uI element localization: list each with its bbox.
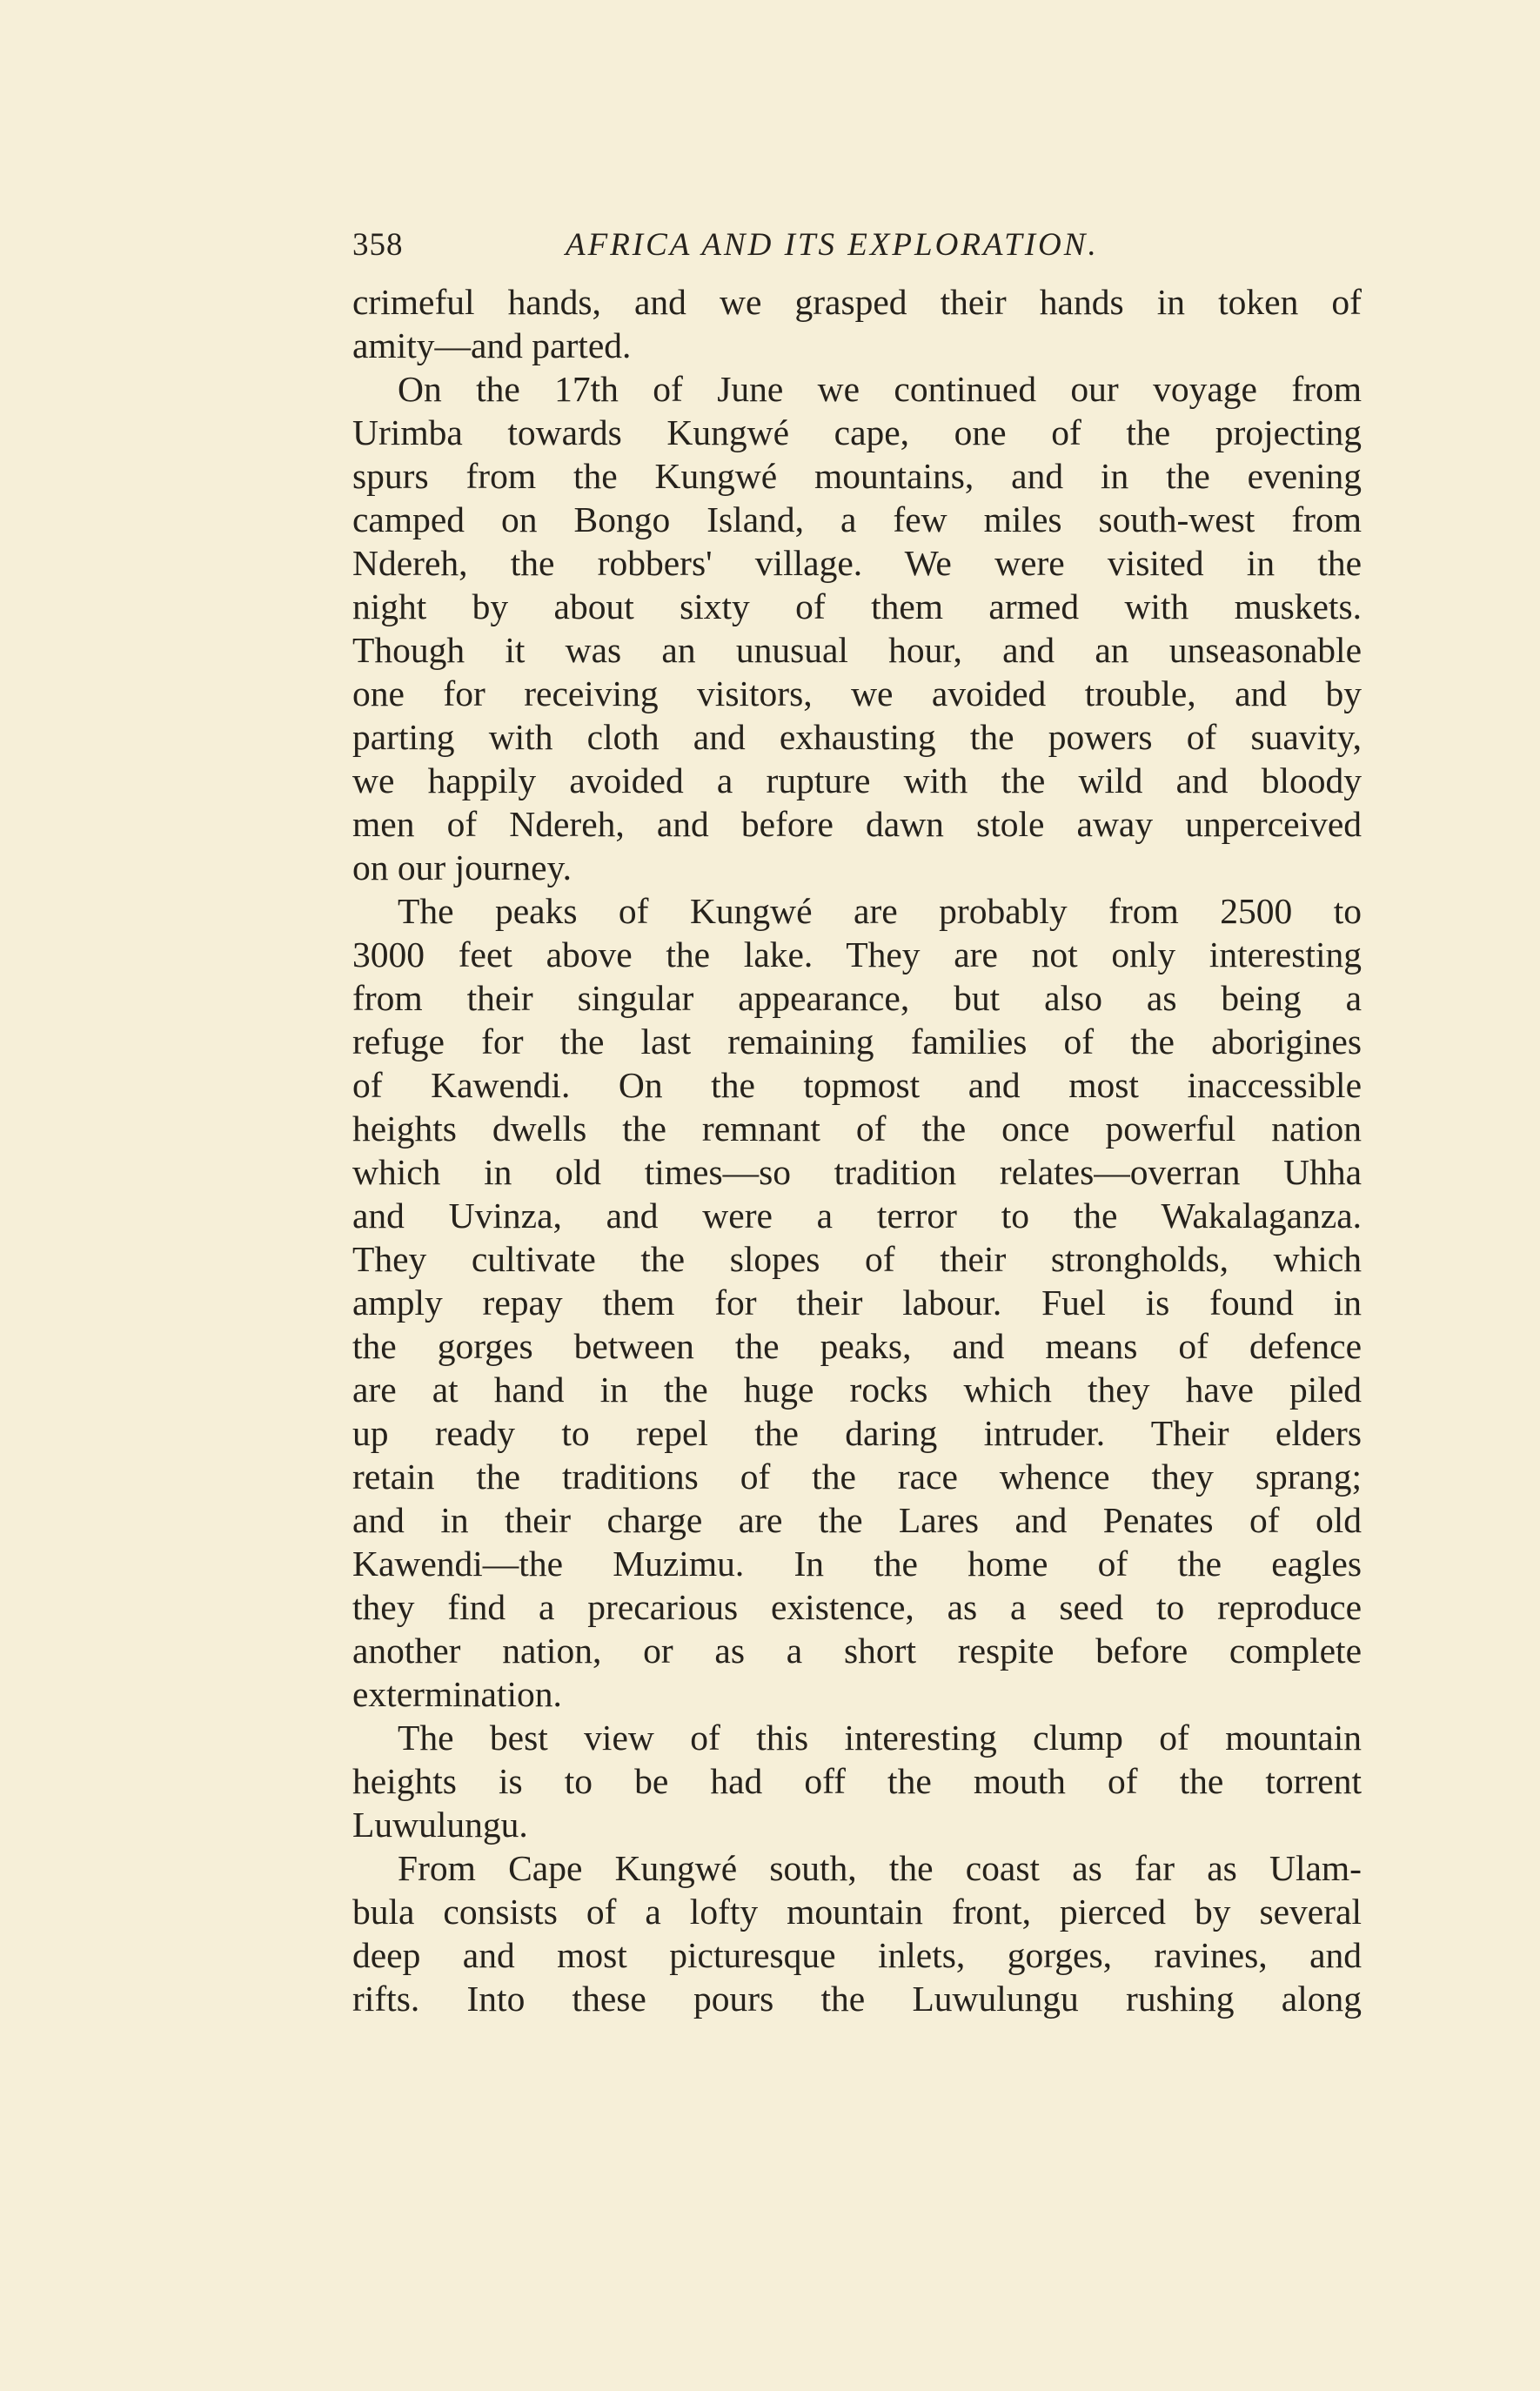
text-line: we happily avoided a rupture with the wild and bloody bbox=[352, 760, 1362, 800]
text-line: of Kawendi. On the topmost and most inaccessible bbox=[352, 1065, 1362, 1105]
running-head bbox=[352, 219, 1362, 271]
text-line: The best view of this interesting clump of mountain bbox=[398, 1718, 1362, 1758]
text-line: Though it was an unusual hour, and an unseasonable bbox=[352, 630, 1362, 670]
text-line: another nation, or as a short respite before complete bbox=[352, 1631, 1362, 1671]
text-line: spurs from the Kungwé mountains, and in the evening bbox=[352, 456, 1362, 496]
text-line: and Uvinza, and were a terror to the Wakalaganza. bbox=[352, 1196, 1362, 1236]
text-line: the gorges between the peaks, and means of defence bbox=[352, 1326, 1362, 1366]
text-line: Luwulungu. bbox=[352, 1805, 528, 1845]
text-line: parting with cloth and exhausting the powers of suavity, bbox=[352, 717, 1362, 757]
text-line: rifts. Into these pours the Luwulungu rushing along bbox=[352, 1979, 1362, 2019]
text-line: and in their charge are the Lares and Penates of old bbox=[352, 1500, 1362, 1540]
text-line: extermination. bbox=[352, 1674, 562, 1714]
text-line: From Cape Kungwé south, the coast as far as Ulam- bbox=[398, 1848, 1362, 1888]
text-line: retain the traditions of the race whence they sprang; bbox=[352, 1457, 1362, 1497]
text-line: they find a precarious existence, as a seed to reproduce bbox=[352, 1587, 1362, 1627]
text-line: on our journey. bbox=[352, 847, 572, 887]
text-line: men of Ndereh, and before dawn stole away unperceived bbox=[352, 804, 1362, 844]
text-line: crimeful hands, and we grasped their hands in token of bbox=[352, 282, 1362, 322]
text-line: which in old times—so tradition relates—overran Uhha bbox=[352, 1152, 1362, 1192]
text-line: On the 17th of June we continued our voyage from bbox=[398, 369, 1362, 409]
text-line: Ndereh, the robbers' village. We were visited in the bbox=[352, 543, 1362, 583]
text-line: one for receiving visitors, we avoided trouble, and by bbox=[352, 673, 1362, 713]
text-line: Urimba towards Kungwé cape, one of the projecting bbox=[352, 412, 1362, 452]
body-text bbox=[352, 280, 1362, 2020]
text-line: refuge for the last remaining families of the aborigines bbox=[352, 1021, 1362, 1062]
text-line: up ready to repel the daring intruder. Their elders bbox=[352, 1413, 1362, 1453]
text-line: heights is to be had off the mouth of the torrent bbox=[352, 1761, 1362, 1801]
text-line: from their singular appearance, but also as being a bbox=[352, 978, 1362, 1018]
text-line: night by about sixty of them armed with muskets. bbox=[352, 586, 1362, 626]
page-number: 358 bbox=[352, 227, 404, 263]
text-line: amity—and parted. bbox=[352, 325, 632, 365]
running-title: AFRICA AND ITS EXPLORATION. bbox=[566, 227, 1099, 263]
text-line: They cultivate the slopes of their strongholds, which bbox=[352, 1239, 1362, 1279]
text-line: camped on Bongo Island, a few miles south-west from bbox=[352, 499, 1362, 539]
text-line: deep and most picturesque inlets, gorges, ravines, and bbox=[352, 1935, 1362, 1975]
text-line: The peaks of Kungwé are probably from 2500 to bbox=[398, 891, 1362, 931]
text-line: heights dwells the remnant of the once powerful nation bbox=[352, 1108, 1362, 1149]
text-line: are at hand in the huge rocks which they have piled bbox=[352, 1370, 1362, 1410]
text-line: 3000 feet above the lake. They are not only interesting bbox=[352, 934, 1362, 974]
text-line: Kawendi—the Muzimu. In the home of the eagles bbox=[352, 1544, 1362, 1584]
text-line: amply repay them for their labour. Fuel is found in bbox=[352, 1283, 1362, 1323]
text-line: bula consists of a lofty mountain front, pierced by several bbox=[352, 1892, 1362, 1932]
